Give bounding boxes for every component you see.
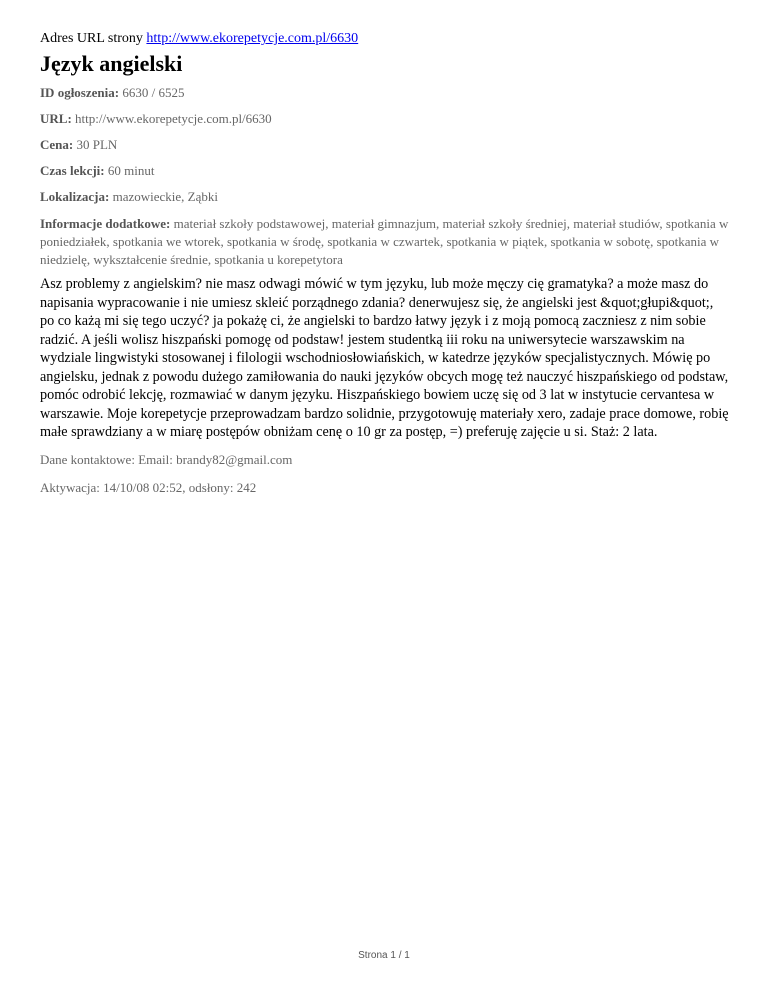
document-page [40,30,730,508]
field-label: Lokalizacja: [40,189,110,204]
field-lesson-time [40,163,730,179]
field-url [40,111,730,127]
info-value: materiał szkoły podstawowej, materiał gimnazjum, materiał szkoły średniej, materiał studiów, spotkania w poniedziałek, spotkania we wtorek, spotkania w środę, spotkania w czwartek, spotkania w piątek, spotkania w sobotę, spotkania w niedzielę, wykształcenie średnie, spotkania u korepetytora [40,216,729,267]
url-prefix: Adres URL strony [40,31,143,46]
field-value: 60 minut [107,163,155,178]
additional-info [40,215,730,269]
field-label: URL: [40,111,72,126]
field-id [40,85,730,101]
page-number: Strona 1 / 1 [358,950,410,961]
contact-info: Dane kontaktowe: Email: brandy82@gmail.com [40,451,293,467]
url-link[interactable]: http://www.ekorepetycje.com.pl/6630 [146,31,359,46]
field-label: ID ogłoszenia: [40,85,120,100]
description: Asz problemy z angielskim? nie masz odwagi mówić w tym języku, lub może męczy cię gramatyka? a może masz do napisania wypracowanie i nie umiesz skleić porządnego zdania? denerwujesz się, że angielski jest &quot;głupi&quot;, po co każą mi się tego uczyć? ja pokażę ci, że angielski to bardzo łatwy język i z moją pomocą zaczniesz z nim sobie radzić. A jeśli wolisz hiszpański pomogę od podstaw! jestem studentką iii roku na uniwersytecie warszawskim na wydziale lingwistyki stosowanej i filologii wschodniosłowiańskich, w katedrze języków specjalistycznych. Mówię po angielsku, jednak z powodu dużego zamiłowania do nauki języków obcych mogę też nauczyć hiszpańskiego od podstaw, pomóc odrobić lekcję, rozmawiać w danym języku. Hiszpańskiego bowiem uczę się od 3 lat w instytucie cervantesa w warszawie. Moje korepetycje przeprowadzam bardzo solidnie, przygotowuję materiały xero, zadaje prace domowe, robię małe sprawdziany a w miarę postępów obniżam cenę o 10 gr za postęp, =) preferuję zajęcie u si. Staż: 2 lata. [40,276,729,440]
info-label: Informacje dodatkowe: [40,216,171,231]
field-label: Czas lekcji: [40,163,105,178]
url-line [40,30,730,48]
field-value: 6630 / 6525 [122,85,185,100]
field-value: http://www.ekorepetycje.com.pl/6630 [75,111,272,126]
field-location [40,189,730,205]
field-value: 30 PLN [76,137,118,152]
field-price [40,137,730,153]
field-label: Cena: [40,137,74,152]
activation-info: Aktywacja: 14/10/08 02:52, odsłony: 242 [40,479,257,495]
field-value: mazowieckie, Ząbki [112,189,218,204]
page-title: Język angielski [40,51,183,76]
